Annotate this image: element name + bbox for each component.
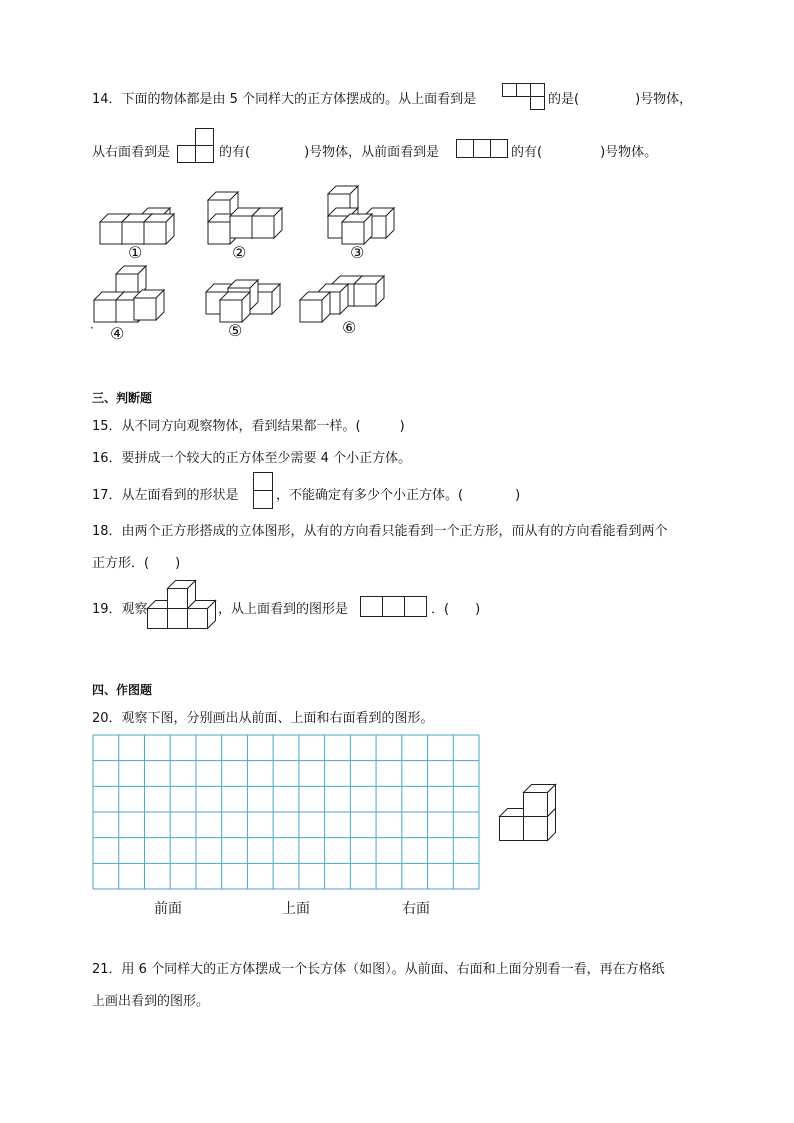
q19-text-a: 19．观察 <box>92 602 148 617</box>
drawing-grid[interactable] <box>92 734 480 890</box>
q14-line2-b: 的有( <box>219 145 251 160</box>
q14-line2-c: )号物体，从前面看到是 <box>304 145 440 160</box>
q14-line2-d: 的有( <box>511 145 543 160</box>
q14-line2-e: )号物体。 <box>600 145 658 160</box>
figure-4-cubes <box>94 266 164 322</box>
q14-line2-text: 从右面看到是 <box>92 145 171 160</box>
figure-3-cubes <box>328 186 394 244</box>
figure-1-cubes <box>100 208 174 244</box>
q14-line1-c: )号物体， <box>635 92 693 107</box>
figure-6-cubes <box>300 276 384 322</box>
figure-1-label: ① <box>128 243 143 262</box>
q18-line1: 18．由两个正方形搭成的立体图形，从有的方向看只能看到一个正方形，而从有的方向看能看到两个 <box>92 524 668 539</box>
section-3-title: 三、判断题 <box>92 391 153 405</box>
stray-mark: · <box>90 321 94 335</box>
q20-text: 20．观察下图，分别画出从前面、上面和右面看到的图形。 <box>92 711 434 726</box>
q20-solid-figure <box>497 782 559 842</box>
figure-4-label: ④ <box>110 324 125 343</box>
cube-figures <box>0 0 794 360</box>
left-view-shape-icon <box>253 472 275 510</box>
q18-line2: 正方形．( ) <box>92 556 181 571</box>
figure-3-label: ③ <box>350 243 365 262</box>
figure-6-label: ⑥ <box>342 318 357 337</box>
q17-text-b: ，不能确定有多少个小正方体。( ) <box>276 488 521 503</box>
q15-text: 15．从不同方向观察物体，看到结果都一样。( ) <box>92 419 405 434</box>
figure-5-cubes <box>206 280 280 322</box>
q19-solid-figure <box>145 580 219 632</box>
q14-line1-b: 的是( <box>548 92 580 107</box>
grid-label-right: 右面 <box>402 901 430 917</box>
q16-text: 16．要拼成一个较大的正方体至少需要 4 个小正方体。 <box>92 451 412 466</box>
q19-text-b: ，从上面看到的图形是 <box>218 602 349 617</box>
section-4-title: 四、作图题 <box>92 683 153 697</box>
grid-label-front: 前面 <box>154 901 182 917</box>
q17-text-a: 17．从左面看到的形状是 <box>92 488 239 503</box>
figure-2-cubes <box>208 192 282 244</box>
q21-line1: 21．用 6 个同样大的正方体摆成一个长方体（如图）。从前面、右面和上面分别看一看，再在方格纸 <box>92 962 665 977</box>
q14-line1-text: 14．下面的物体都是由 5 个同样大的正方体摆成的。从上面看到是 <box>92 92 477 107</box>
q21-line2: 上画出看到的图形。 <box>92 994 210 1009</box>
figure-5-label: ⑤ <box>228 321 243 340</box>
grid-label-top: 上面 <box>282 901 310 917</box>
q19-text-c: ．( ) <box>431 602 481 617</box>
figure-2-label: ② <box>232 243 247 262</box>
q19-top-view-shape-icon <box>360 596 428 618</box>
